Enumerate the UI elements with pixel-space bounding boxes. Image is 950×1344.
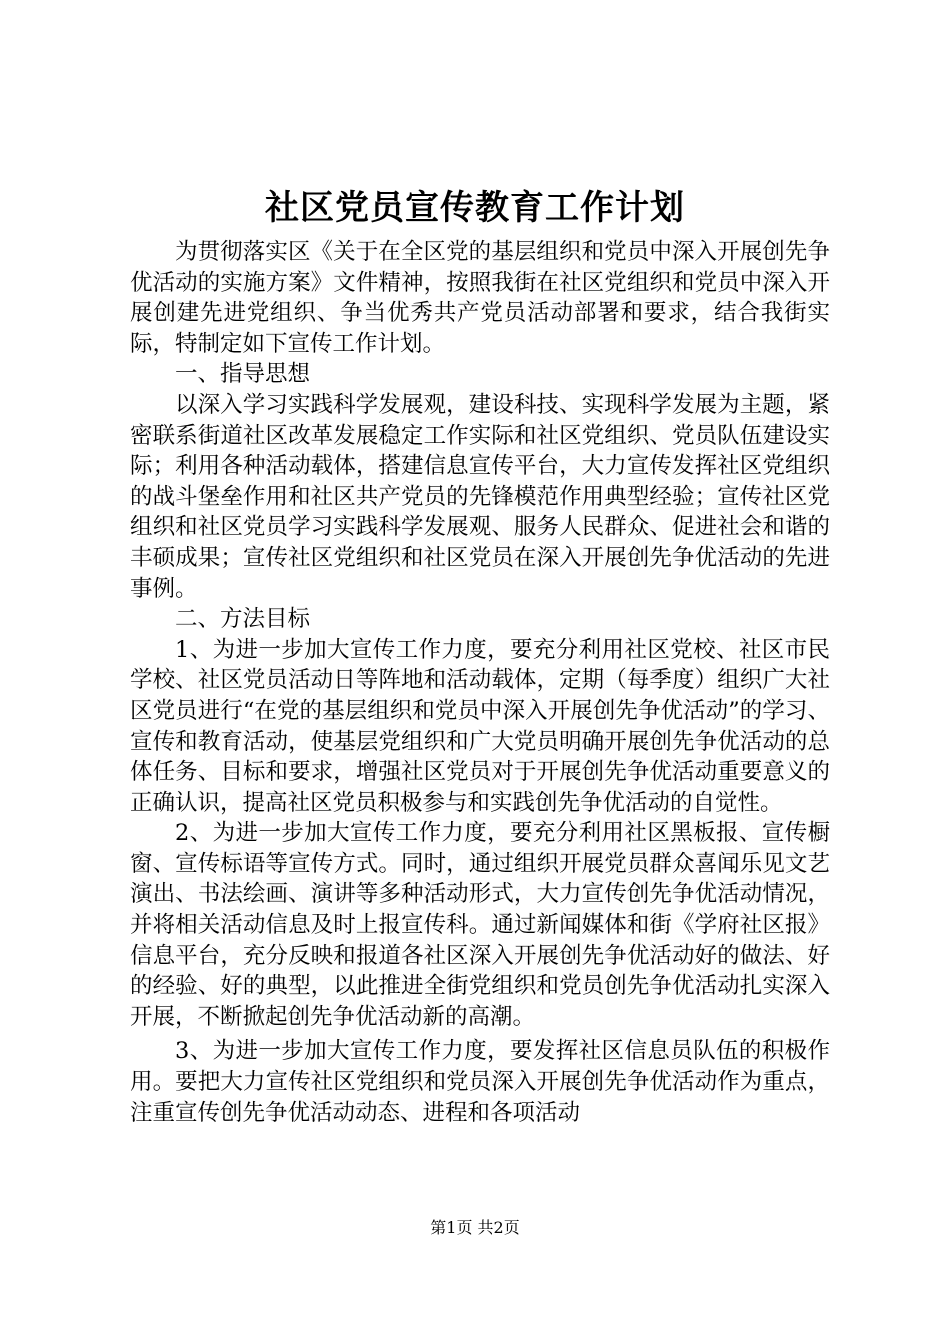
page-footer: 第1页 共2页 <box>430 1218 520 1237</box>
section-heading-methods-goals: 二、方法目标 <box>175 606 311 633</box>
section-heading-guiding-thought: 一、指导思想 <box>175 361 311 388</box>
item-3-paragraph: 3、为进一步加大宣传工作力度，要发挥社区信息员队伍的积极作用。要把大力宣传社区党组织和党员深入开展创先争优活动作为重点，注重宣传创先争优活动动态、进程和各项活动 <box>130 1038 830 1126</box>
item-2-paragraph: 2、为进一步加大宣传工作力度，要充分利用社区黑板报、宣传橱窗、宣传标语等宣传方式。同时，通过组织开展党员群众喜闻乐见文艺演出、书法绘画、演讲等多种活动形式，大力宣传创先争优活动情况，并将相关活动信息及时上报宣传科。通过新闻媒体和街《学府社区报》信息平台，充分反映和报道各社区深入开展创先争优活动好的做法、好的经验、好的典型，以此推进全街党组织和党员创先争优活动扎实深入开展，不断掀起创先争优活动新的高潮。 <box>130 820 830 1030</box>
guiding-thought-paragraph: 以深入学习实践科学发展观，建设科技、实现科学发展为主题，紧密联系街道社区改革发展稳定工作实际和社区党组织、党员队伍建设实际；利用各种活动载体，搭建信息宣传平台，大力宣传发挥社区党组织的战斗堡垒作用和社区共产党员的先锋模范作用典型经验；宣传社区党组织和社区党员学习实践科学发展观、服务人民群众、促进社会和谐的丰硕成果；宣传社区党组织和社区党员在深入开展创先争优活动的先进事例。 <box>130 391 830 602</box>
document-title: 社区党员宣传教育工作计划 <box>265 188 685 228</box>
intro-paragraph: 为贯彻落实区《关于在全区党的基层组织和党员中深入开展创先争优活动的实施方案》文件精神，按照我街在社区党组织和党员中深入开展创建先进党组织、争当优秀共产党员活动部署和要求，结合我街实际，特制定如下宣传工作计划。 <box>130 239 830 357</box>
document-body <box>130 237 830 1128</box>
item-1-paragraph: 1、为进一步加大宣传工作力度，要充分利用社区党校、社区市民学校、社区党员活动日等阵地和活动载体，定期（每季度）组织广大社区党员进行“在党的基层组织和党员中深入开展创先争优活动”的学习、宣传和教育活动，使基层党组织和广大党员明确开展创先争优活动的总体任务、目标和要求，增强社区党员对于开展创先争优活动重要意义的正确认识，提高社区党员积极参与和实践创先争优活动的自觉性。 <box>130 636 830 816</box>
